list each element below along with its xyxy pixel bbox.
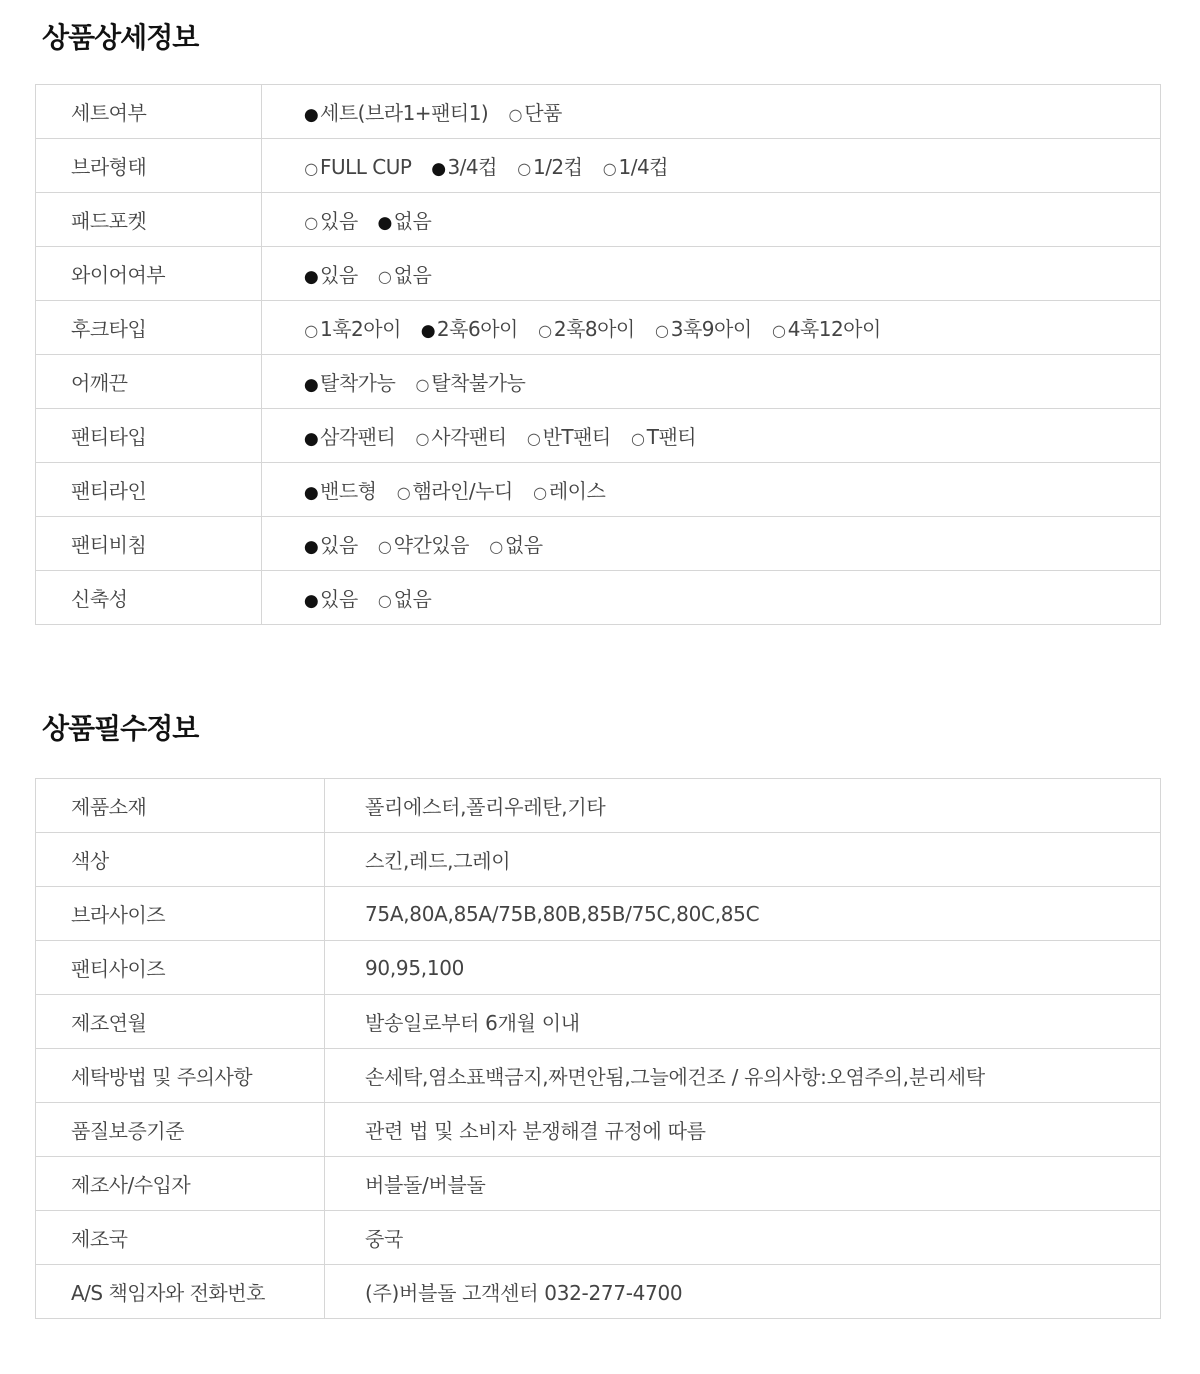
option-item	[302, 313, 401, 342]
required-value: 발송일로부터 6개월 이내	[325, 995, 1161, 1049]
detail-label: 팬티라인	[36, 463, 262, 517]
required-value: (주)버블돌 고객센터 032-277-4700	[325, 1265, 1161, 1319]
detail-label: 팬티타입	[36, 409, 262, 463]
option-label: 탈착불가능	[431, 371, 526, 395]
required-label: 품질보증기준	[36, 1103, 325, 1157]
required-value: 손세탁,염소표백금지,짜면안됨,그늘에건조 / 유의사항:오염주의,분리세탁	[325, 1049, 1161, 1103]
option-label: 있음	[320, 209, 358, 233]
empty-circle-icon: ○	[415, 375, 430, 394]
option-item	[302, 97, 488, 126]
option-label: 삼각팬티	[320, 425, 396, 449]
option-label: T팬티	[646, 425, 697, 449]
option-item	[302, 367, 395, 396]
option-label: 3/4컵	[447, 155, 497, 179]
required-row	[36, 833, 1161, 887]
detail-options	[262, 139, 1161, 193]
detail-label: 팬티비침	[36, 517, 262, 571]
option-label: 없음	[393, 263, 432, 287]
option-item	[629, 421, 696, 450]
option-label: 세트(브라1+팬티1)	[320, 101, 489, 125]
empty-circle-icon: ○	[415, 429, 430, 448]
option-label: 사각팬티	[431, 425, 507, 449]
empty-circle-icon: ○	[508, 105, 522, 124]
option-item	[376, 259, 432, 288]
detail-row	[36, 139, 1161, 193]
empty-circle-icon: ○	[533, 483, 547, 502]
empty-circle-icon: ○	[304, 321, 318, 340]
option-item	[302, 259, 358, 288]
required-row	[36, 995, 1161, 1049]
option-item	[302, 155, 411, 179]
option-item	[413, 367, 525, 396]
detail-options	[262, 517, 1161, 571]
required-row	[36, 1211, 1161, 1265]
detail-row	[36, 571, 1161, 625]
detail-row	[36, 301, 1161, 355]
required-value: 스킨,레드,그레이	[325, 833, 1161, 887]
detail-options	[262, 355, 1161, 409]
required-label: A/S 책임자와 전화번호	[36, 1265, 325, 1319]
detail-label: 신축성	[36, 571, 262, 625]
required-value: 관련 법 및 소비자 분쟁해결 규정에 따름	[325, 1103, 1161, 1157]
required-label: 제조국	[36, 1211, 325, 1265]
option-label: 2훅6아이	[436, 317, 518, 341]
required-value: 90,95,100	[325, 941, 1161, 995]
empty-circle-icon: ○	[396, 483, 411, 502]
option-item	[302, 583, 358, 612]
option-label: 2훅8아이	[553, 317, 635, 341]
option-item	[302, 205, 358, 234]
option-item	[536, 313, 635, 342]
detail-row	[36, 463, 1161, 517]
detail-options	[262, 463, 1161, 517]
required-label: 브라사이즈	[36, 887, 325, 941]
empty-circle-icon: ○	[304, 213, 318, 232]
option-item	[653, 313, 752, 342]
option-label: 4훅12아이	[787, 317, 881, 341]
required-label: 색상	[36, 833, 325, 887]
detail-options	[262, 301, 1161, 355]
option-item	[525, 421, 611, 450]
option-label: 없음	[393, 209, 432, 233]
required-row	[36, 1049, 1161, 1103]
required-row	[36, 941, 1161, 995]
detail-label: 패드포켓	[36, 193, 262, 247]
required-label: 제조사/수입자	[36, 1157, 325, 1211]
detail-label: 후크타입	[36, 301, 262, 355]
option-item	[770, 313, 881, 342]
option-item	[531, 475, 605, 504]
empty-circle-icon: ○	[489, 537, 503, 556]
option-item	[376, 583, 432, 612]
empty-circle-icon: ○	[517, 159, 531, 178]
filled-circle-icon: ●	[303, 375, 319, 395]
option-item	[506, 97, 562, 126]
option-label: 1/4컵	[618, 155, 668, 179]
required-section-title: 상품필수정보	[42, 712, 199, 745]
detail-label: 브라형태	[36, 139, 262, 193]
product-required-info-table	[35, 778, 1161, 1319]
detail-row	[36, 355, 1161, 409]
option-item	[419, 313, 518, 342]
required-row	[36, 1103, 1161, 1157]
detail-row	[36, 409, 1161, 463]
product-detail-table	[35, 84, 1161, 625]
required-value: 75A,80A,85A/75B,80B,85B/75C,80C,85C	[325, 887, 1161, 941]
option-label: 반T팬티	[542, 425, 611, 449]
detail-label: 와이어여부	[36, 247, 262, 301]
filled-circle-icon: ●	[431, 159, 446, 179]
required-row	[36, 887, 1161, 941]
detail-options	[262, 409, 1161, 463]
option-item	[302, 421, 395, 450]
required-label: 제조연월	[36, 995, 325, 1049]
detail-row	[36, 247, 1161, 301]
detail-row	[36, 85, 1161, 139]
detail-label: 세트여부	[36, 85, 262, 139]
empty-circle-icon: ○	[655, 321, 669, 340]
empty-circle-icon: ○	[377, 591, 392, 610]
option-item	[302, 529, 358, 558]
option-label: 약간있음	[393, 533, 469, 557]
filled-circle-icon: ●	[377, 213, 392, 233]
option-label: 1/2컵	[532, 155, 583, 179]
filled-circle-icon: ●	[303, 105, 319, 125]
detail-section-title: 상품상세정보	[42, 21, 199, 54]
empty-circle-icon: ○	[526, 429, 541, 448]
option-label: 단품	[524, 101, 562, 125]
option-item	[376, 529, 469, 558]
filled-circle-icon: ●	[303, 537, 319, 557]
option-label: FULL CUP	[320, 155, 412, 179]
detail-row	[36, 193, 1161, 247]
filled-circle-icon: ●	[303, 591, 319, 611]
filled-circle-icon: ●	[303, 267, 319, 287]
required-row	[36, 1157, 1161, 1211]
required-label: 팬티사이즈	[36, 941, 325, 995]
required-value: 폴리에스터,폴리우레탄,기타	[325, 779, 1161, 833]
filled-circle-icon: ●	[303, 483, 319, 503]
filled-circle-icon: ●	[420, 321, 436, 341]
empty-circle-icon: ○	[538, 321, 552, 340]
detail-label: 어깨끈	[36, 355, 262, 409]
option-label: 있음	[320, 587, 358, 611]
option-item	[429, 151, 497, 180]
option-label: 3훅9아이	[670, 317, 752, 341]
detail-options	[262, 247, 1161, 301]
option-item	[487, 529, 543, 558]
empty-circle-icon: ○	[771, 321, 786, 340]
option-label: 밴드형	[320, 479, 377, 503]
option-label: 1훅2아이	[320, 317, 401, 341]
empty-circle-icon: ○	[631, 429, 645, 448]
option-label: 햄라인/누디	[412, 479, 513, 503]
option-label: 없음	[393, 587, 432, 611]
option-label: 레이스	[548, 479, 606, 503]
option-item	[413, 421, 506, 450]
option-label: 없음	[504, 533, 543, 557]
option-item	[376, 205, 432, 234]
required-value: 중국	[325, 1211, 1161, 1265]
option-item	[394, 475, 512, 504]
empty-circle-icon: ○	[377, 537, 392, 556]
option-item	[515, 151, 583, 180]
required-value: 버블돌/버블돌	[325, 1157, 1161, 1211]
empty-circle-icon: ○	[602, 159, 617, 178]
required-row	[36, 1265, 1161, 1319]
option-item	[600, 151, 668, 180]
option-label: 있음	[320, 533, 358, 557]
empty-circle-icon: ○	[377, 267, 392, 286]
option-label: 탈착가능	[320, 371, 396, 395]
required-label: 제품소재	[36, 779, 325, 833]
detail-options	[262, 85, 1161, 139]
option-label: 있음	[320, 263, 358, 287]
empty-circle-icon: ○	[304, 159, 318, 178]
required-row	[36, 779, 1161, 833]
required-label: 세탁방법 및 주의사항	[36, 1049, 325, 1103]
option-item	[302, 475, 376, 504]
detail-options	[262, 193, 1161, 247]
filled-circle-icon: ●	[303, 429, 319, 449]
detail-row	[36, 517, 1161, 571]
detail-options	[262, 571, 1161, 625]
